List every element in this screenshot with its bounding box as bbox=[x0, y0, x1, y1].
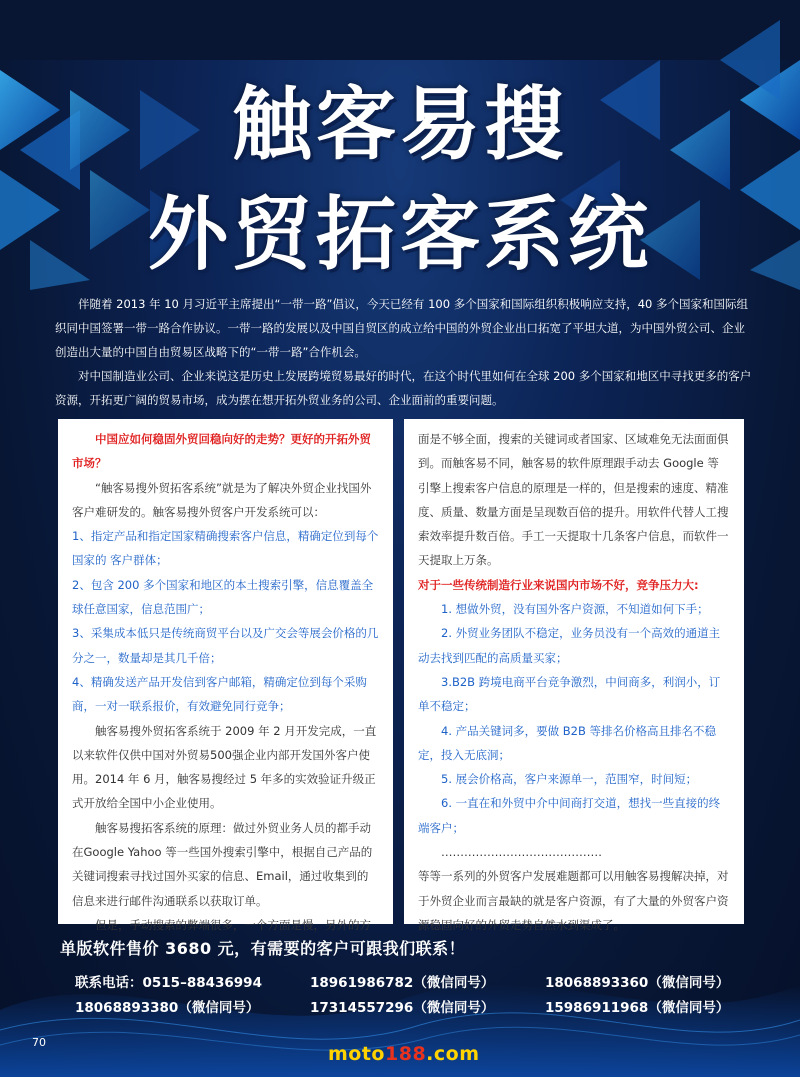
right-column bbox=[404, 419, 744, 932]
problems-heading: 对于一些传统制造行业来说国内市场不好，竞争压力大: bbox=[418, 577, 699, 592]
principle-paragraph: 触客易搜拓客系统的原理：做过外贸业务人员的都手动在Google Yahoo 等一些国外搜索引擎中，根据自己产品的关键词搜索寻找过国外买家的信息、Email，通过收集到的信息来进行邮件沟通联系以获取订单。 bbox=[72, 820, 373, 908]
feature-item: 1、指定产品和指定国家精确搜索客户信息，精确定位到每个国家的 客户群体； bbox=[72, 529, 379, 568]
contact-phone: 18068893380（微信同号） bbox=[75, 1000, 260, 1016]
feature-item: 2、包含 200 多个国家和地区的本土搜索引擎，信息覆盖全球任意国家，信息范围广； bbox=[72, 577, 374, 617]
watermark-brand: moto bbox=[328, 1043, 385, 1065]
watermark-number: 188 bbox=[385, 1043, 427, 1065]
problem-item: 6. 一直在和外贸中介中间商打交道，想找一些直接的终端客户； bbox=[418, 796, 721, 835]
intro-text bbox=[55, 292, 755, 412]
contact-phone: 15986911968（微信同号） bbox=[545, 1000, 730, 1016]
left-column bbox=[58, 419, 393, 932]
problem-item: 5. 展会价格高，客户来源单一，范围窄，时间短； bbox=[441, 772, 698, 787]
title-line-1: 触客易搜 bbox=[232, 78, 568, 171]
question-heading: 中国应如何稳固外贸回稳向好的走势？更好的开拓外贸市场？ bbox=[72, 432, 371, 471]
contact-phone: 联系电话：0515–88436994 bbox=[75, 975, 262, 991]
history-paragraph: 触客易搜外贸拓客系统于 2009 年 2 月开发完成，一直以来软件仅供中国对外贸易500强企业内部开发国外客户使用。2014 年 6 月，触客易搜经过 5 年多的实效验证升级正式开放给全国中小企业使用。 bbox=[72, 723, 377, 811]
conclusion-paragraph: 等等一系列的外贸客户发展难题都可以用触客易搜解决掉，对于外贸企业而言最缺的就是客户资源，有了大量的外贸客户资源稳固向好的外贸走势自然水到渠成了。 bbox=[418, 869, 729, 932]
intro-paragraph-2: 对中国制造业公司、企业来说这是历史上发展跨境贸易最好的时代，在这个时代里如何在全球 200 多个国家和地区中寻找更多的客户资源，开拓更广阔的贸易市场，成为摆在想开拓外贸业务的公司、企业面前的重要问题。 bbox=[55, 369, 752, 407]
problem-item: 2. 外贸业务团队不稳定，业务员没有一个高效的通道主动去找到匹配的高质量买家； bbox=[418, 626, 721, 665]
contact-phone: 18961986782（微信同号） bbox=[310, 975, 495, 991]
problem-item: 3.B2B 跨境电商平台竞争激烈，中间商多，利润小，订单不稳定； bbox=[418, 674, 721, 714]
feature-item: 4、精确发送产品开发信到客户邮箱，精确定位到每个采购商，一对一联系报价，有效避免同行竞争； bbox=[72, 674, 367, 714]
page-number: 70 bbox=[32, 1036, 46, 1049]
watermark bbox=[328, 1043, 480, 1065]
continuation-paragraph: 面是不够全面，搜索的关键词或者国家、区域难免无法面面俱到。而触客易不同，触客易的软件原理跟手动去 Google 等引擎上搜索客户信息的原理是一样的，但是搜索的速度、精准度、质量、数量方面是呈现数百倍的提升。用软件代替人工搜索效率提升数百倍。手工一天提取十几条客户信息，而软件一天提取上万条。 bbox=[418, 432, 729, 568]
watermark-suffix: .com bbox=[426, 1043, 480, 1065]
feature-item: 3、采集成本低只是传统商贸平台以及广交会等展会价格的几分之一，数量却是其几千倍； bbox=[72, 626, 379, 665]
contact-phone: 18068893360（微信同号） bbox=[545, 975, 730, 991]
lead-paragraph: “触客易搜外贸拓客系统”就是为了解决外贸企业找国外客户难研发的。触客易搜外贸客户开发系统可以： bbox=[72, 480, 372, 519]
contact-phone: 17314557296（微信同号） bbox=[310, 1000, 495, 1016]
dots-separator: …………………………………… bbox=[441, 845, 602, 860]
problem-item: 1. 想做外贸，没有国外客户资源，不知道如何下手； bbox=[441, 602, 709, 617]
intro-paragraph-1: 伴随着 2013 年 10 月习近平主席提出“一带一路”倡议，今天已经有 100 多个国家和国际组织积极响应支持，40 多个国家和国际组织同中国签署一带一路合作协议。一带一路的发展以及中国自贸区的成立给中国的外贸企业出口拓宽了平坦大道，为中国外贸公司、企业创造出大量的中国自由贸易区战略下的“一带一路”合作机会。 bbox=[55, 297, 748, 359]
title-line-2: 外贸拓客系统 bbox=[148, 188, 652, 281]
price-banner: 单版软件售价 3680 元，有需要的客户可跟我们联系！ bbox=[60, 939, 466, 958]
manual-paragraph: 但是，手动搜索的弊端很多，一个方面是慢，另外的方 bbox=[95, 917, 371, 932]
problem-item: 4. 产品关键词多，要做 B2B 等排名价格高且排名不稳定，投入无底洞； bbox=[418, 723, 717, 762]
